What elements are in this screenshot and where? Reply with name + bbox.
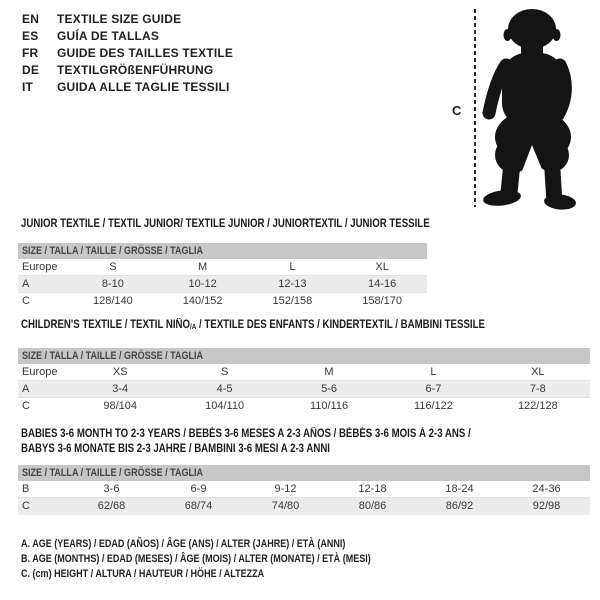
language-code: ES <box>22 28 39 43</box>
language-code: FR <box>22 45 39 60</box>
table-title-text: BABIES 3-6 MONTH TO 2-3 YEARS / BEBÉS 3-6 MESES A 2-3 AÑOS / BÉBÉS 3-6 MOIS À 2-3 ANS / <box>21 428 471 440</box>
value-cell: 98/104 <box>103 400 138 412</box>
measure-legend <box>21 537 448 582</box>
table-title <box>21 217 430 232</box>
size-table-header-text: SIZE / TALLA / TAILLE / GRÖSSE / TAGLIA <box>22 350 204 362</box>
table-row <box>18 293 427 310</box>
value-cell: S <box>220 366 229 378</box>
value-cell: 4-5 <box>216 383 233 395</box>
value-cell: XL <box>375 261 389 273</box>
table-title-text: JUNIOR TEXTILE / TEXTIL JUNIOR/ TEXTILE JUNIOR / JUNIORTEXTIL / JUNIOR TESSILE <box>21 218 430 230</box>
value-cell: 68/74 <box>184 500 213 512</box>
row-label-cell: B <box>22 483 30 495</box>
table-row <box>18 276 427 293</box>
language-code: EN <box>22 11 40 26</box>
value-cell: 116/122 <box>413 400 453 412</box>
legend-line: A. AGE (YEARS) / EDAD (AÑOS) / ÂGE (ANS) / ALTER (JAHRE) / ETÀ (ANNI) <box>21 538 346 550</box>
row-label-cell: A <box>22 383 30 395</box>
language-row <box>22 27 233 44</box>
baby-left-leg <box>509 163 512 193</box>
value-cell: 158/170 <box>362 295 402 307</box>
table-title-line <box>21 442 499 457</box>
value-cell: 24-36 <box>532 483 561 495</box>
size-table-header <box>18 243 427 259</box>
value-cell: 8-10 <box>101 278 124 290</box>
value-cell: XS <box>112 366 128 378</box>
value-cell: 122/128 <box>517 400 558 412</box>
language-label: GUIDE DES TAILLES TEXTILE <box>57 45 234 60</box>
value-cell: 80/86 <box>358 500 387 512</box>
baby-silhouette <box>479 5 597 215</box>
size-table <box>18 243 427 310</box>
value-cell: 12-13 <box>278 278 307 290</box>
language-row <box>22 44 233 61</box>
table-row <box>18 381 590 398</box>
language-label: GUÍA DE TALLAS <box>57 28 160 43</box>
baby-right-arm <box>558 65 565 115</box>
language-label: TEXTILE SIZE GUIDE <box>57 11 182 26</box>
legend-line: C. (cm) HEIGHT / ALTURA / HAUTEUR / HÖHE / ALTEZZA <box>21 568 265 580</box>
value-cell: 14-16 <box>368 278 397 290</box>
language-row <box>22 10 233 27</box>
value-cell: 128/140 <box>92 295 133 307</box>
language-label: TEXTILGRÖßENFÜHRUNG <box>57 63 214 78</box>
value-cell: 62/68 <box>97 500 126 512</box>
table-title <box>21 427 499 457</box>
table-title-text: /A <box>190 322 197 331</box>
row-label-cell: Europe <box>22 366 58 378</box>
size-table-header <box>18 465 590 481</box>
row-label-cell: C <box>22 295 30 307</box>
value-cell: 92/98 <box>532 500 561 512</box>
baby-right-leg <box>552 163 554 195</box>
table-title-line <box>21 318 499 334</box>
value-cell: 110/116 <box>309 400 349 412</box>
section-babies-textile <box>18 427 590 512</box>
baby-right-ear <box>553 29 561 41</box>
value-cell: 140/152 <box>182 295 223 307</box>
baby-head <box>508 9 556 49</box>
value-cell: 7-8 <box>529 383 546 395</box>
size-table-header-text: SIZE / TALLA / TAILLE / GRÖSSE / TAGLIA <box>22 245 204 257</box>
value-cell: L <box>430 366 437 378</box>
table-title-text: CHILDREN'S TEXTILE / TEXTIL NIÑO <box>21 319 191 331</box>
value-cell: XL <box>531 366 545 378</box>
value-cell: L <box>289 261 296 273</box>
language-code: IT <box>22 80 34 95</box>
table-row <box>18 498 590 515</box>
value-cell: M <box>324 366 334 378</box>
language-row <box>22 62 233 79</box>
row-label-cell: Europe <box>22 261 58 273</box>
height-label: C <box>452 103 462 118</box>
language-row <box>22 79 233 96</box>
table-title <box>21 318 499 334</box>
value-cell: 10-12 <box>188 278 217 290</box>
table-row <box>18 481 590 498</box>
table-title-line <box>21 217 430 232</box>
value-cell: 18-24 <box>445 483 474 495</box>
language-label: GUIDA ALLE TAGLIE TESSILI <box>57 80 230 95</box>
value-cell: 6-7 <box>425 383 442 395</box>
table-row <box>18 364 590 381</box>
size-table <box>18 348 590 415</box>
table-title-text: BABYS 3-6 MONATE BIS 2-3 JAHRE / BAMBINI 3-6 MESI A 2-3 ANNI <box>21 443 330 455</box>
table-title-text: / TEXTILE DES ENFANTS / KINDERTEXTIL / BAMBINI TESSILE <box>196 319 485 331</box>
value-cell: 3-4 <box>112 383 129 395</box>
height-dashed-line <box>474 9 476 207</box>
value-cell: 3-6 <box>103 483 120 495</box>
language-code: DE <box>22 63 40 78</box>
baby-left-ear <box>504 29 512 41</box>
section-junior-textile <box>18 217 430 307</box>
value-cell: 6-9 <box>190 483 207 495</box>
value-cell: 104/110 <box>205 400 245 412</box>
legend-line: B. AGE (MONTHS) / EDAD (MESES) / ÂGE (MOIS) / ALTER (MONATE) / ETÀ (MESI) <box>21 553 371 565</box>
row-label-cell: C <box>22 400 30 412</box>
language-list <box>22 10 233 96</box>
size-table <box>18 465 590 515</box>
row-label-cell: C <box>22 500 30 512</box>
table-title-line <box>21 427 499 442</box>
section-childrens-textile <box>18 318 590 412</box>
value-cell: 152/158 <box>272 295 313 307</box>
size-table-header <box>18 348 590 364</box>
row-label-cell: A <box>22 278 30 290</box>
value-cell: S <box>109 261 117 273</box>
value-cell: 86/92 <box>445 500 474 512</box>
value-cell: 12-18 <box>358 483 387 495</box>
value-cell: M <box>198 261 208 273</box>
value-cell: 74/80 <box>271 500 300 512</box>
value-cell: 9-12 <box>274 483 297 495</box>
table-row <box>18 259 427 276</box>
table-row <box>18 398 590 415</box>
size-table-header-text: SIZE / TALLA / TAILLE / GRÖSSE / TAGLIA <box>22 467 204 479</box>
value-cell: 5-6 <box>321 383 337 395</box>
